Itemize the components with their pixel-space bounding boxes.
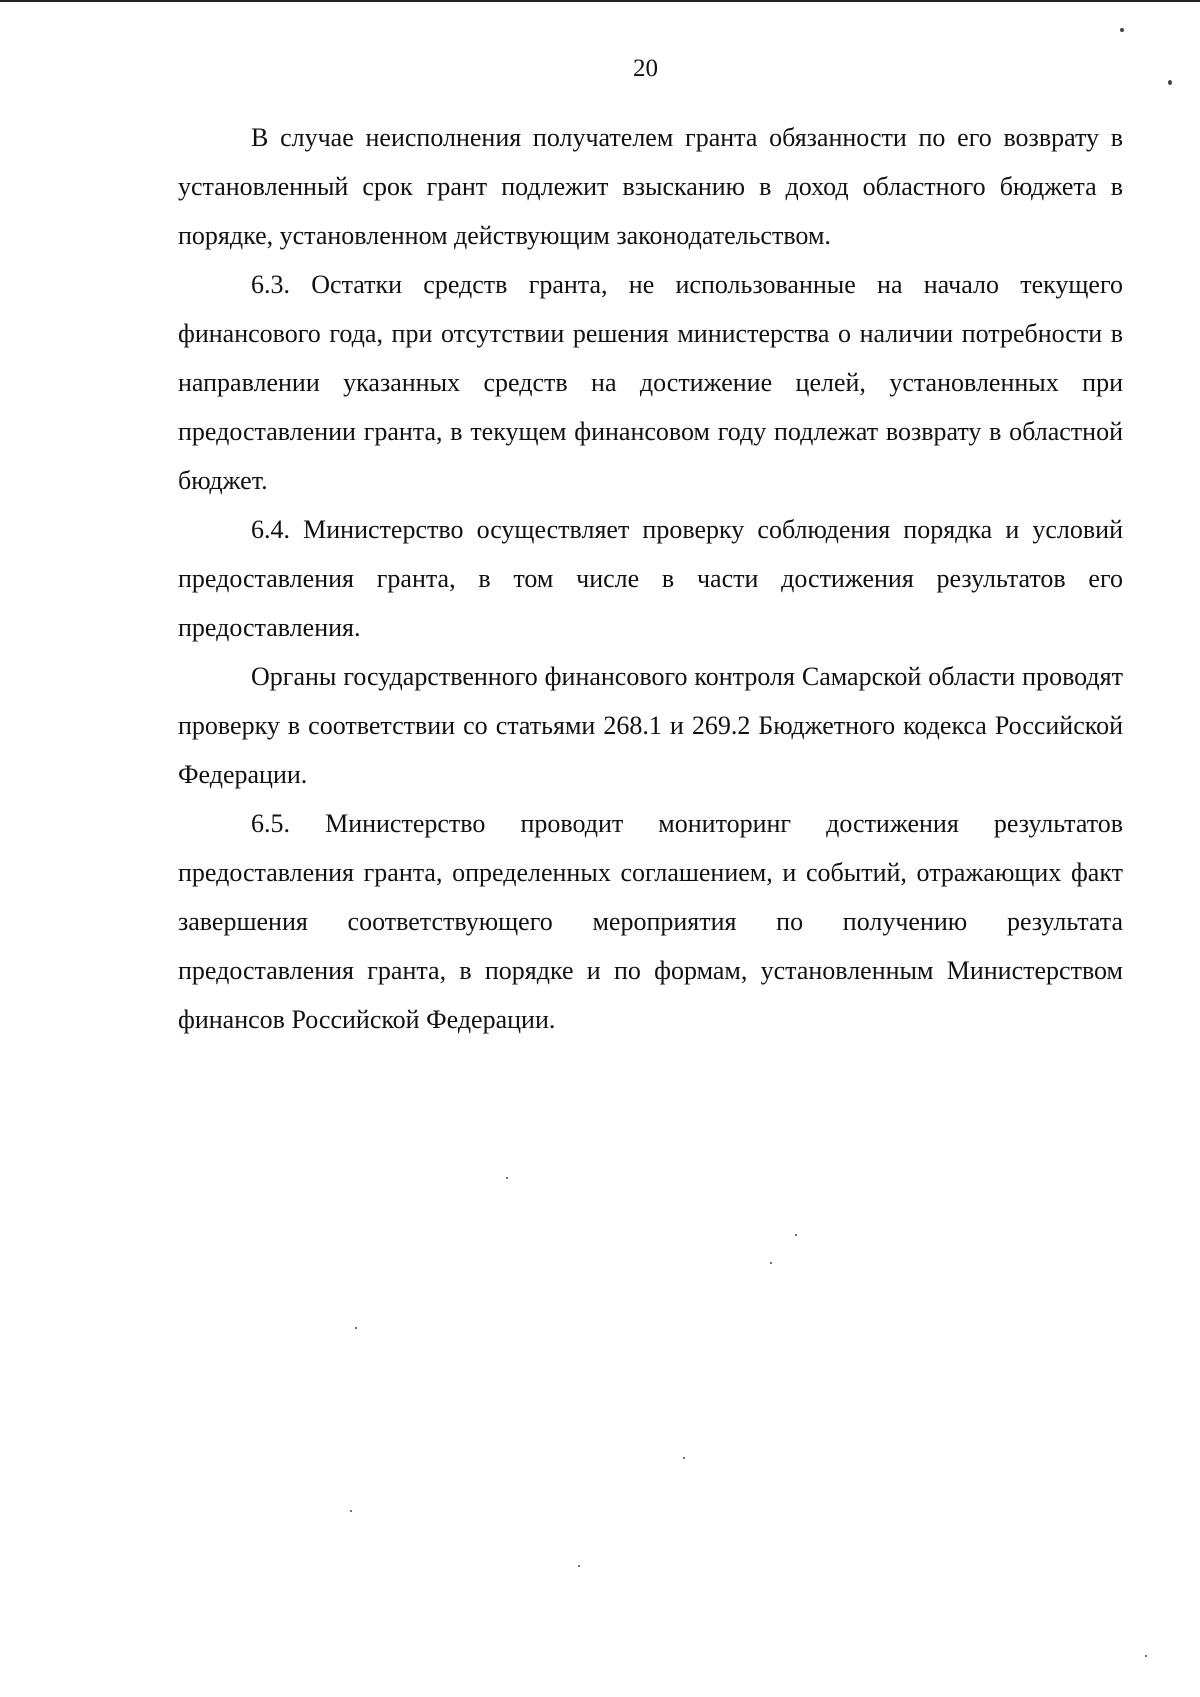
paragraph-6-5: 6.5. Министерство проводит мониторинг достижения результатов предоставления гранта, определенных соглашением, и событий, отражающих факт завершения соответствующего мероприятия по получению результата предоставления гранта, в порядке и по формам, установленным Министерством финансов Российской Федерации. — [178, 809, 1123, 1034]
scan-speck — [1168, 80, 1172, 85]
scan-speck — [1145, 1655, 1147, 1657]
document-body — [178, 113, 1123, 1044]
scan-speck — [350, 1510, 352, 1512]
paragraph-financial-control: Органы государственного финансового контроля Самарской области проводят проверку в соответствии со статьями 268.1 и 269.2 Бюджетного кодекса Российской Федерации. — [178, 662, 1123, 789]
scan-speck — [683, 1457, 685, 1459]
paragraph-6-4: 6.4. Министерство осуществляет проверку соблюдения порядка и условий предоставления гранта, в том числе в части достижения результатов его предоставления. — [178, 515, 1123, 642]
scan-speck — [770, 1262, 772, 1264]
scan-speck — [1120, 28, 1124, 32]
scan-speck — [506, 1177, 508, 1179]
scan-speck — [795, 1234, 797, 1236]
scan-speck — [578, 1565, 580, 1567]
paragraph-6-3: 6.3. Остатки средств гранта, не использованные на начало текущего финансового года, при отсутствии решения министерства о наличии потребности в направлении указанных средств на достижение целей, установленных при предоставлении гранта, в текущем финансовом году подлежат возврату в областной бюджет. — [178, 270, 1123, 495]
scan-top-edge — [0, 0, 1200, 2]
scan-speck — [355, 1327, 357, 1329]
paragraph-grant-refund: В случае неисполнения получателем гранта обязанности по его возврату в установленный срок грант подлежит взысканию в доход областного бюджета в порядке, установленном действующим законодательством. — [178, 123, 1123, 250]
page-number: 20 — [633, 55, 658, 82]
